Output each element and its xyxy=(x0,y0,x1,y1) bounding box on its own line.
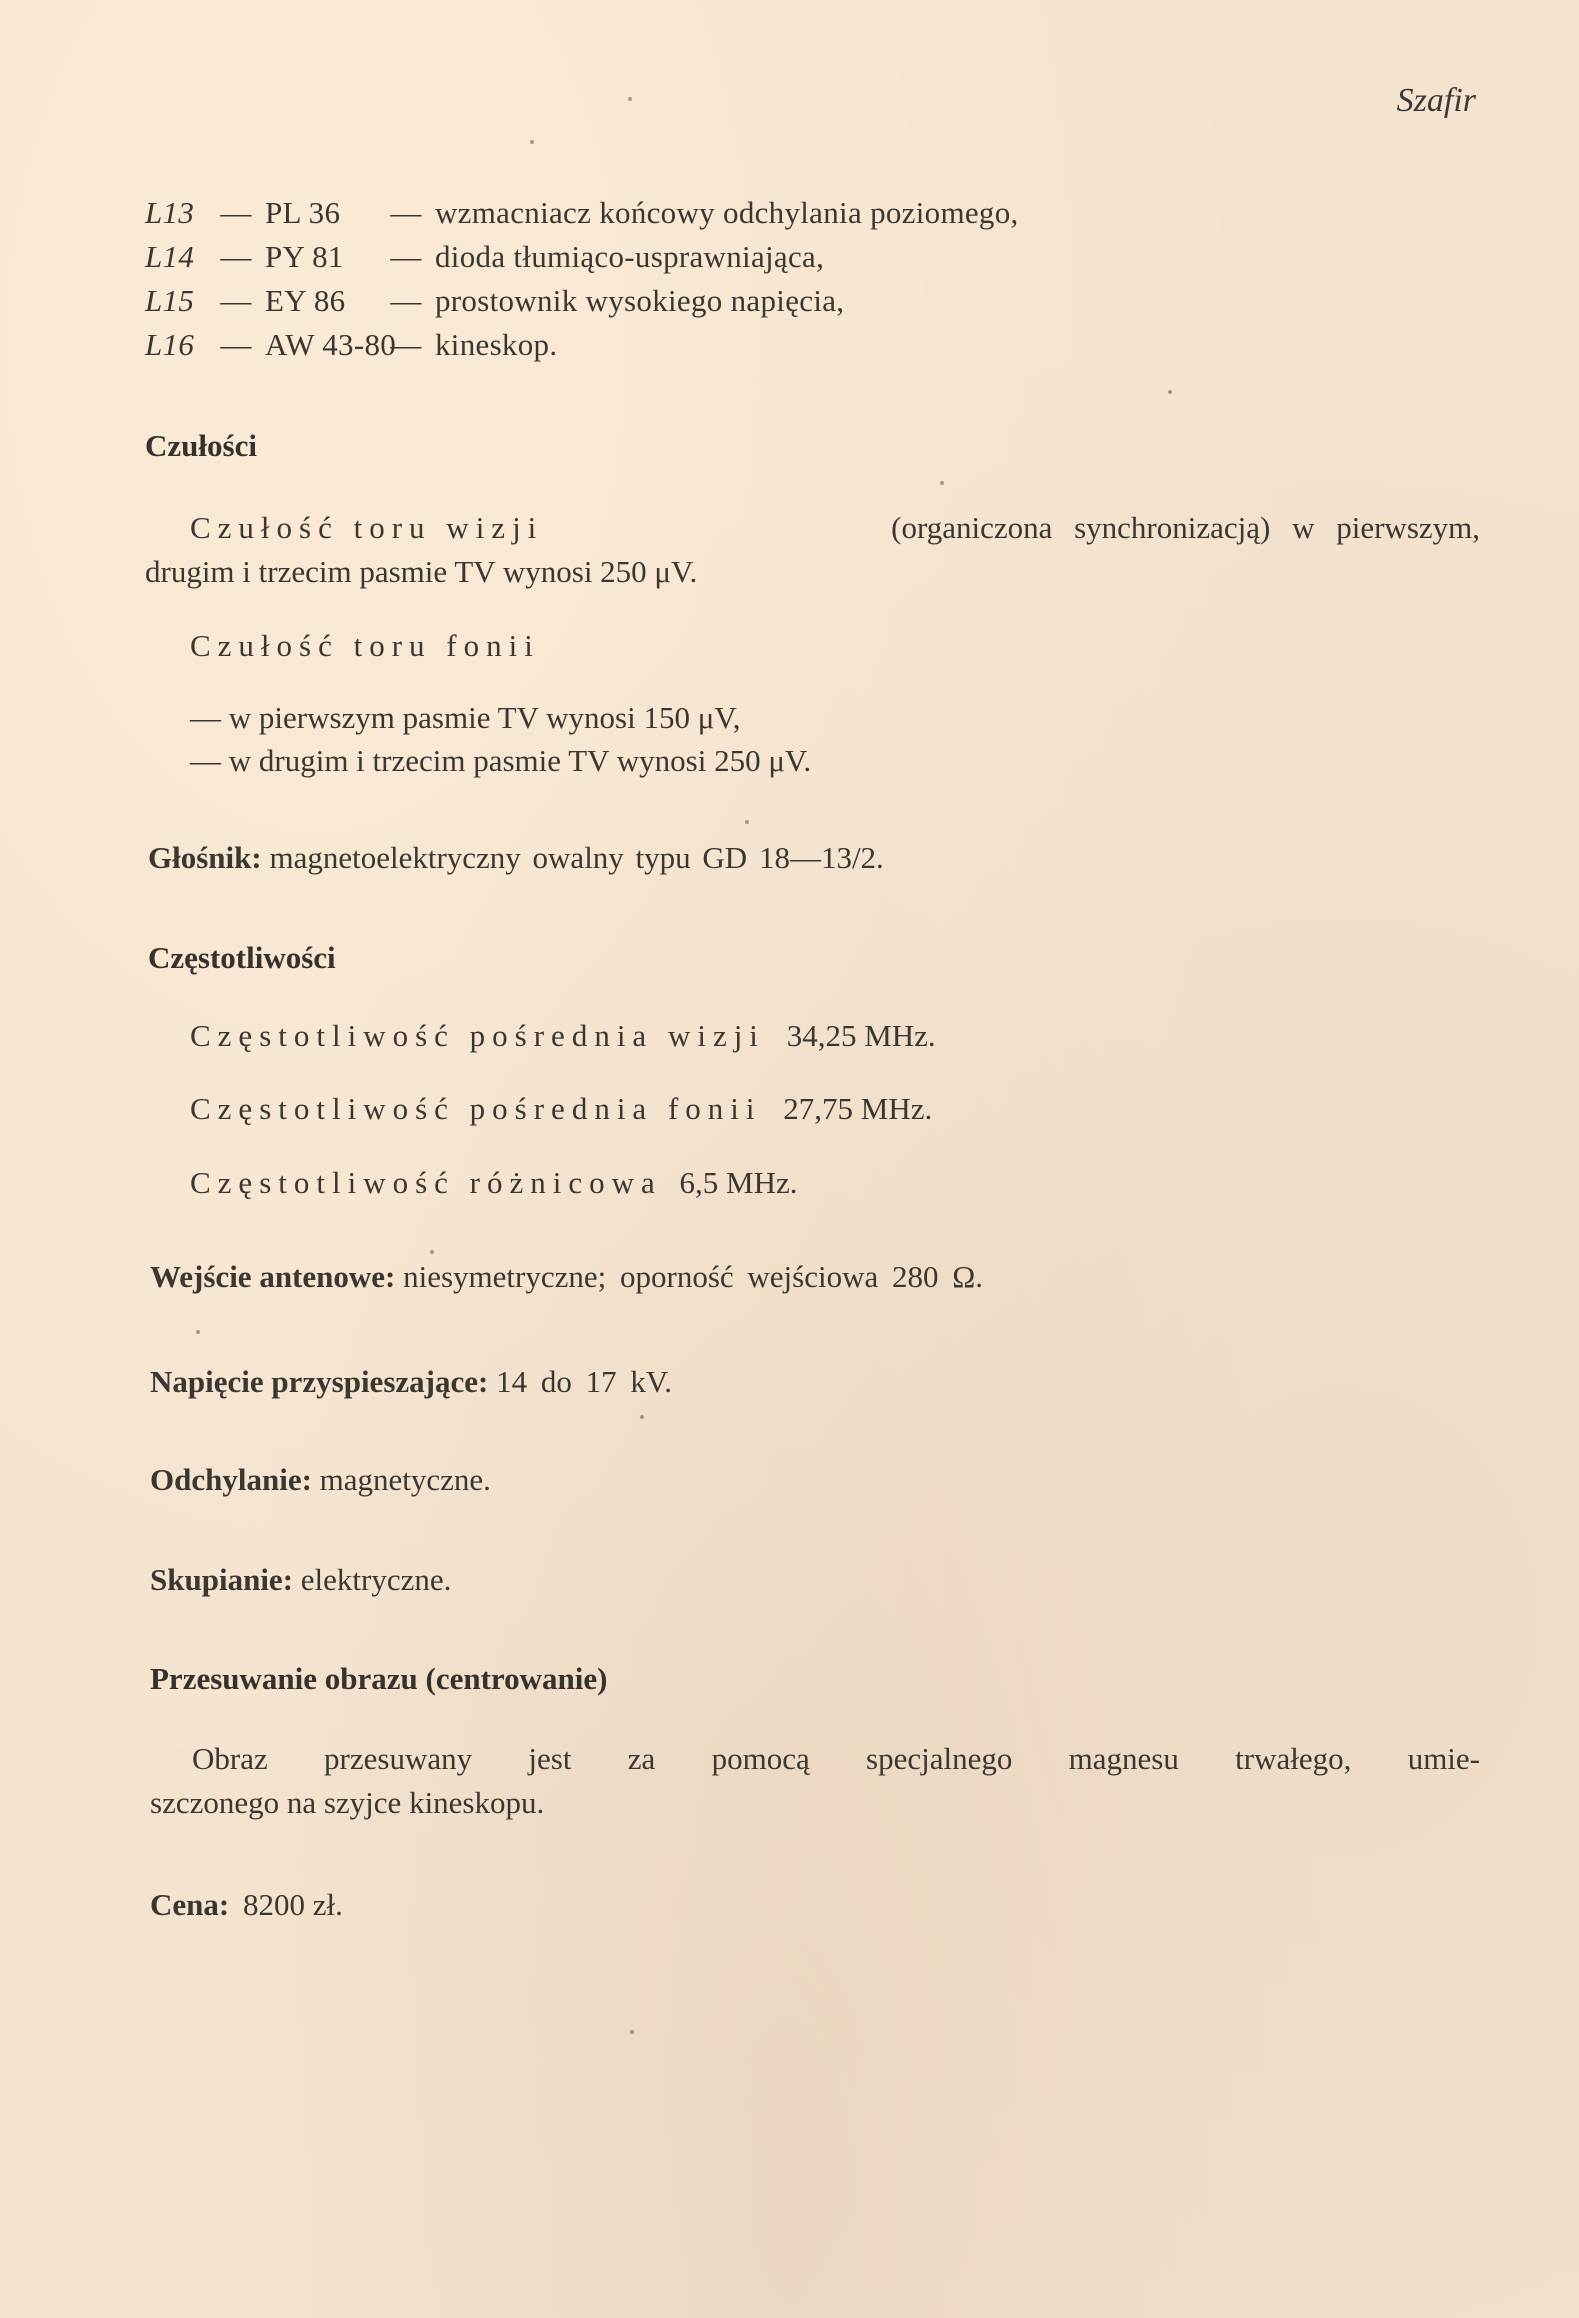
frequency-label: Częstotliwość pośrednia fonii xyxy=(190,1091,762,1126)
paper-speck xyxy=(530,140,534,144)
speaker-label: Głośnik: xyxy=(148,840,262,875)
antenna-input-label: Wejście antenowe: xyxy=(150,1259,396,1294)
accelerating-voltage-label: Napięcie przyspieszające: xyxy=(150,1364,489,1399)
sound-sensitivity-item: — w pierwszym pasmie TV wynosi 150 μV, xyxy=(190,700,741,735)
focusing-spec xyxy=(150,1562,451,1598)
deflection-value: magnetyczne. xyxy=(319,1462,491,1497)
vision-sensitivity-text: (organiczona synchronizacją) w pierwszym, xyxy=(891,510,1480,545)
paper-speck xyxy=(1168,390,1172,394)
dash: — xyxy=(220,283,252,318)
frequency-row xyxy=(190,1165,798,1201)
focusing-value: elektryczne. xyxy=(300,1562,452,1597)
antenna-input-spec xyxy=(150,1259,983,1295)
tube-row xyxy=(145,283,844,319)
paper-speck xyxy=(630,2030,634,2034)
tube-type: EY 86 xyxy=(265,283,346,318)
deflection-spec xyxy=(150,1462,491,1498)
frequency-row xyxy=(190,1018,936,1054)
tube-row xyxy=(145,239,824,275)
tube-code: L13 xyxy=(145,195,195,230)
dash: — xyxy=(390,239,422,274)
paper-speck xyxy=(940,481,944,485)
tube-description: prostownik wysokiego napięcia, xyxy=(435,283,845,318)
speaker-spec xyxy=(148,840,884,876)
dash: — xyxy=(220,195,252,230)
paper-speck xyxy=(640,1415,644,1419)
frequency-label: Częstotliwość różnicowa xyxy=(190,1165,662,1200)
centering-text-line1: Obraz przesuwany jest za pomocą specjalnego magnesu trwałego, umie- xyxy=(192,1741,1480,1776)
dash: — xyxy=(220,327,252,362)
paper-speck xyxy=(196,1330,200,1334)
tube-type: PL 36 xyxy=(265,195,341,230)
sensitivity-heading: Czułości xyxy=(145,428,257,463)
vision-sensitivity-line2: drugim i trzecim pasmie TV wynosi 250 μV. xyxy=(145,554,698,589)
tube-row xyxy=(145,327,557,363)
price-value: 8200 zł. xyxy=(242,1887,343,1922)
tube-code: L15 xyxy=(145,283,195,318)
vision-sensitivity-line1 xyxy=(190,510,1480,546)
dash: — xyxy=(390,283,422,318)
tube-code: L14 xyxy=(145,239,195,274)
frequency-value: 27,75 MHz. xyxy=(783,1091,933,1126)
centering-text-line2: szczonego na szyjce kineskopu. xyxy=(150,1785,545,1820)
paper-speck xyxy=(628,97,632,101)
tube-type: PY 81 xyxy=(265,239,344,274)
price-spec xyxy=(150,1887,343,1923)
dash: — xyxy=(220,239,252,274)
dash: — xyxy=(390,327,422,362)
sound-sensitivity-item: — w drugim i trzecim pasmie TV wynosi 250 μV. xyxy=(190,743,812,778)
speaker-value: magnetoelektryczny owalny typu GD 18—13/2. xyxy=(269,840,884,875)
vision-sensitivity-label: Czułość toru wizji xyxy=(190,510,544,545)
frequencies-heading: Częstotliwości xyxy=(148,940,336,975)
accelerating-voltage-value: 14 do 17 kV. xyxy=(496,1364,672,1399)
paper-speck xyxy=(430,1250,434,1254)
accelerating-voltage-spec xyxy=(150,1364,672,1400)
tube-type: AW 43-80 xyxy=(265,327,397,362)
tube-description: kineskop. xyxy=(435,327,558,362)
price-label: Cena: xyxy=(150,1887,230,1922)
tube-code: L16 xyxy=(145,327,195,362)
tube-description: dioda tłumiąco-usprawniająca, xyxy=(435,239,825,274)
frequency-row xyxy=(190,1091,932,1127)
running-head: Szafir xyxy=(1396,82,1476,119)
paper-speck xyxy=(745,820,749,824)
centering-heading: Przesuwanie obrazu (centrowanie) xyxy=(150,1661,608,1696)
frequency-value: 6,5 MHz. xyxy=(679,1165,798,1200)
focusing-label: Skupianie: xyxy=(150,1562,294,1597)
antenna-input-value: niesymetryczne; oporność wejściowa 280 Ω. xyxy=(403,1259,984,1294)
tube-row xyxy=(145,195,1019,231)
frequency-value: 34,25 MHz. xyxy=(786,1018,936,1053)
tube-description: wzmacniacz końcowy odchylania poziomego, xyxy=(435,195,1019,230)
dash: — xyxy=(390,195,422,230)
deflection-label: Odchylanie: xyxy=(150,1462,312,1497)
sound-sensitivity-label: Czułość toru fonii xyxy=(190,628,540,663)
frequency-label: Częstotliwość pośrednia wizji xyxy=(190,1018,765,1053)
